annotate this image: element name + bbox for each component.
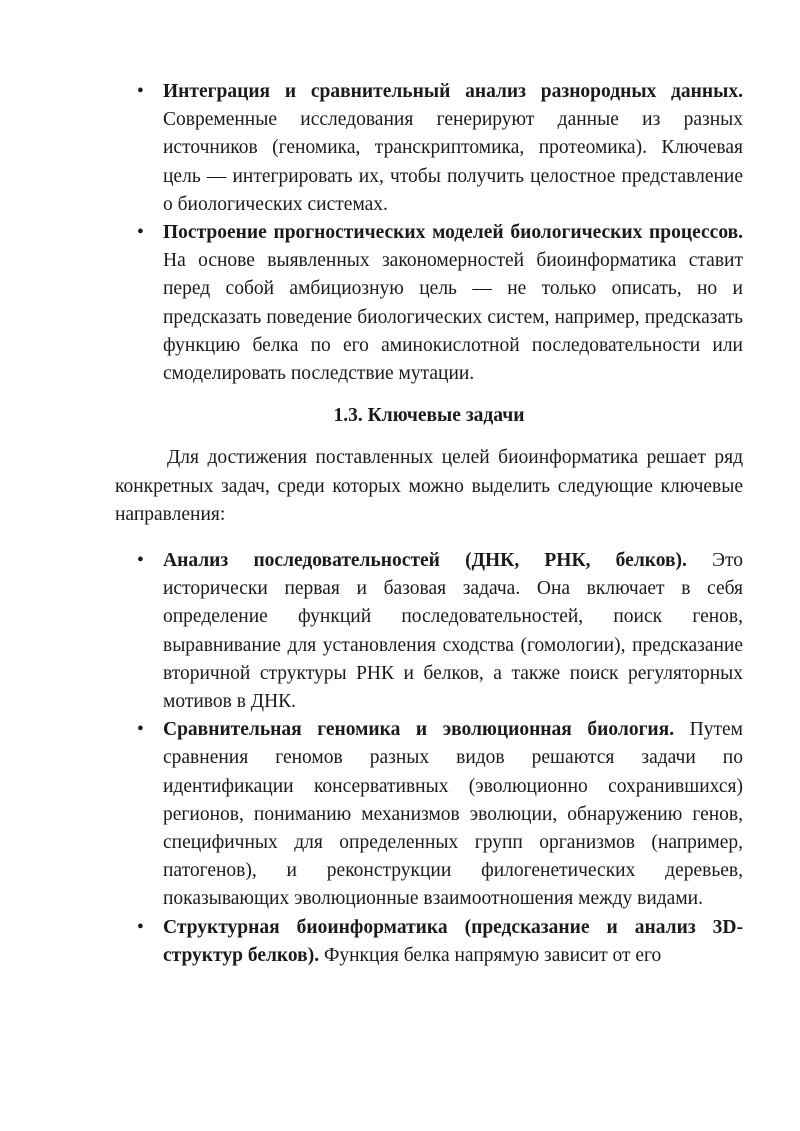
bullet-icon: • bbox=[137, 81, 144, 102]
list-item-text: Путем сравнения геномов разных видов решаются задачи по идентификации консервативных (эволюционно сохранившихся) регионов, пониманию механизмов эволюции, обнаружению генов, специфичных для определенных групп организмов (например, патогенов), и реконструкции филогенетических деревьев, показывающих эволюционные взаимоотношения между видами. bbox=[163, 719, 744, 910]
list-item bbox=[115, 716, 743, 913]
list-item-title: Интеграция и сравнительный анализ разнородных данных. bbox=[163, 81, 743, 102]
bullet-icon: • bbox=[137, 550, 144, 572]
bullet-icon: • bbox=[137, 222, 144, 244]
list-item-text: Современные исследования генерируют данные из разных источников (геномика, транскриптомика, протеомика). Ключевая цель — интегрировать их, чтобы получить целостное представление о биологических системах. bbox=[163, 109, 743, 215]
section-intro: Для достижения поставленных целей биоинформатика решает ряд конкретных задач, среди которых можно выделить следующие ключевые направления: bbox=[115, 447, 743, 525]
list-item-title: Анализ последовательностей (ДНК, РНК, белков). bbox=[163, 550, 687, 572]
list-item bbox=[115, 914, 743, 970]
list-item-title: Построение прогностических моделей биологических процессов. bbox=[163, 222, 743, 244]
list-item-text: Функция белка напрямую зависит от его bbox=[319, 944, 662, 966]
list-item-title: Структурная биоинформатика (предсказание и анализ 3D-структур белков). bbox=[163, 916, 743, 966]
list-item-title: Сравнительная геномика и эволюционная биология. bbox=[163, 719, 675, 741]
tasks-list bbox=[115, 547, 743, 970]
bullet-icon: • bbox=[137, 916, 144, 938]
document-page bbox=[115, 78, 743, 970]
section-heading: 1.3. Ключевые задачи bbox=[333, 405, 525, 427]
list-item bbox=[115, 547, 743, 716]
bullet-icon: • bbox=[137, 719, 144, 741]
list-item bbox=[115, 219, 743, 388]
list-item-text: На основе выявленных закономерностей биоинформатика ставит перед собой амбициозную цель — не только описать, но и предсказать поведение биологических систем, например, предсказать функцию белка по его аминокислотной последовательности или смоделировать последствие мутации. bbox=[163, 250, 743, 385]
goals-list bbox=[115, 78, 743, 388]
list-item-text: Это исторически первая и базовая задача. Она включает в себя определение функций последовательностей, поиск генов, выравнивание для установления сходства (гомологии), предсказание вторичной структуры РНК и белков, а также поиск регуляторных мотивов в ДНК. bbox=[163, 550, 744, 713]
list-item bbox=[115, 78, 743, 219]
